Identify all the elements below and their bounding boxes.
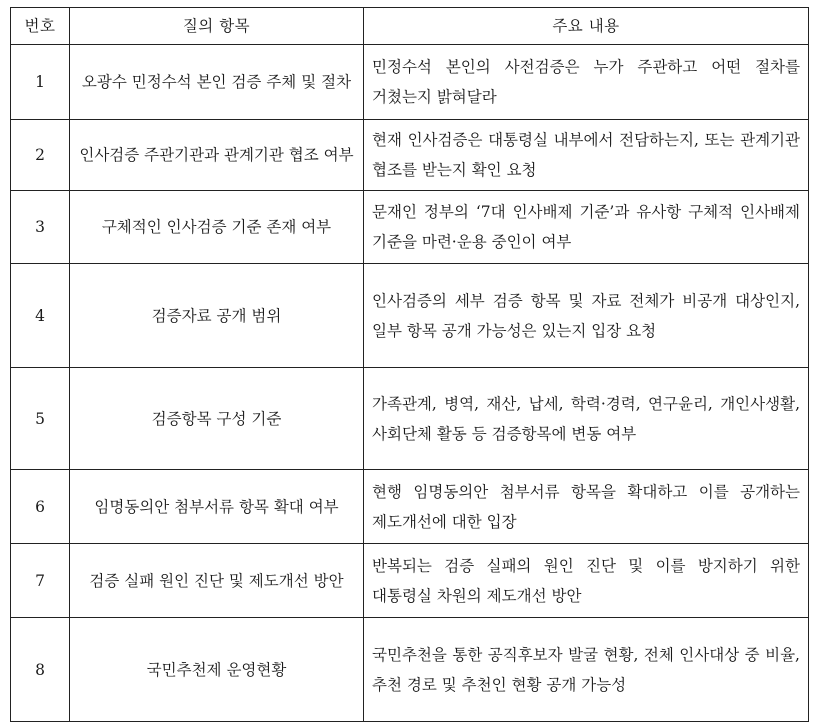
inquiry-table-container: [10, 7, 808, 722]
row-number: 8: [11, 618, 70, 722]
header-main-content: 주요 내용: [364, 8, 809, 45]
row-main-content: 가족관계, 병역, 재산, 납세, 학력·경력, 연구윤리, 개인사생활, 사회단체 활동 등 검증항목에 변동 여부: [364, 368, 809, 470]
row-number: 1: [11, 45, 70, 120]
row-main-content: 반복되는 검증 실패의 원인 진단 및 이를 방지하기 위한 대통령실 차원의 제도개선 방안: [364, 544, 809, 618]
table-row: [11, 544, 809, 618]
row-inquiry-item: 오광수 민정수석 본인 검증 주체 및 절차: [70, 45, 364, 120]
table-row: [11, 264, 809, 368]
row-inquiry-item: 인사검증 주관기관과 관계기관 협조 여부: [70, 120, 364, 191]
row-inquiry-item: 구체적인 인사검증 기준 존재 여부: [70, 191, 364, 264]
row-inquiry-item: 검증 실패 원인 진단 및 제도개선 방안: [70, 544, 364, 618]
row-inquiry-item: 국민추천제 운영현황: [70, 618, 364, 722]
table-row: [11, 191, 809, 264]
row-inquiry-item: 임명동의안 첨부서류 항목 확대 여부: [70, 470, 364, 544]
header-inquiry-item: 질의 항목: [70, 8, 364, 45]
row-number: 7: [11, 544, 70, 618]
header-number: 번호: [11, 8, 70, 45]
table-header-row: [11, 8, 809, 45]
inquiry-table: [10, 7, 809, 722]
row-inquiry-item: 검증자료 공개 범위: [70, 264, 364, 368]
row-main-content: 문재인 정부의 ‘7대 인사배제 기준’과 유사항 구체적 인사배제 기준을 마련·운용 중인이 여부: [364, 191, 809, 264]
row-main-content: 민정수석 본인의 사전검증은 누가 주관하고 어떤 절차를 거쳤는지 밝혀달라: [364, 45, 809, 120]
table-row: [11, 368, 809, 470]
table-row: [11, 470, 809, 544]
row-main-content: 현행 임명동의안 첨부서류 항목을 확대하고 이를 공개하는 제도개선에 대한 입장: [364, 470, 809, 544]
table-row: [11, 120, 809, 191]
row-number: 2: [11, 120, 70, 191]
row-number: 6: [11, 470, 70, 544]
row-number: 4: [11, 264, 70, 368]
row-inquiry-item: 검증항목 구성 기준: [70, 368, 364, 470]
row-number: 3: [11, 191, 70, 264]
row-main-content: 현재 인사검증은 대통령실 내부에서 전담하는지, 또는 관계기관 협조를 받는지 확인 요청: [364, 120, 809, 191]
table-row: [11, 45, 809, 120]
row-main-content: 인사검증의 세부 검증 항목 및 자료 전체가 비공개 대상인지, 일부 항목 공개 가능성은 있는지 입장 요청: [364, 264, 809, 368]
table-row: [11, 618, 809, 722]
row-number: 5: [11, 368, 70, 470]
row-main-content: 국민추천을 통한 공직후보자 발굴 현황, 전체 인사대상 중 비율, 추천 경로 및 추천인 현황 공개 가능성: [364, 618, 809, 722]
